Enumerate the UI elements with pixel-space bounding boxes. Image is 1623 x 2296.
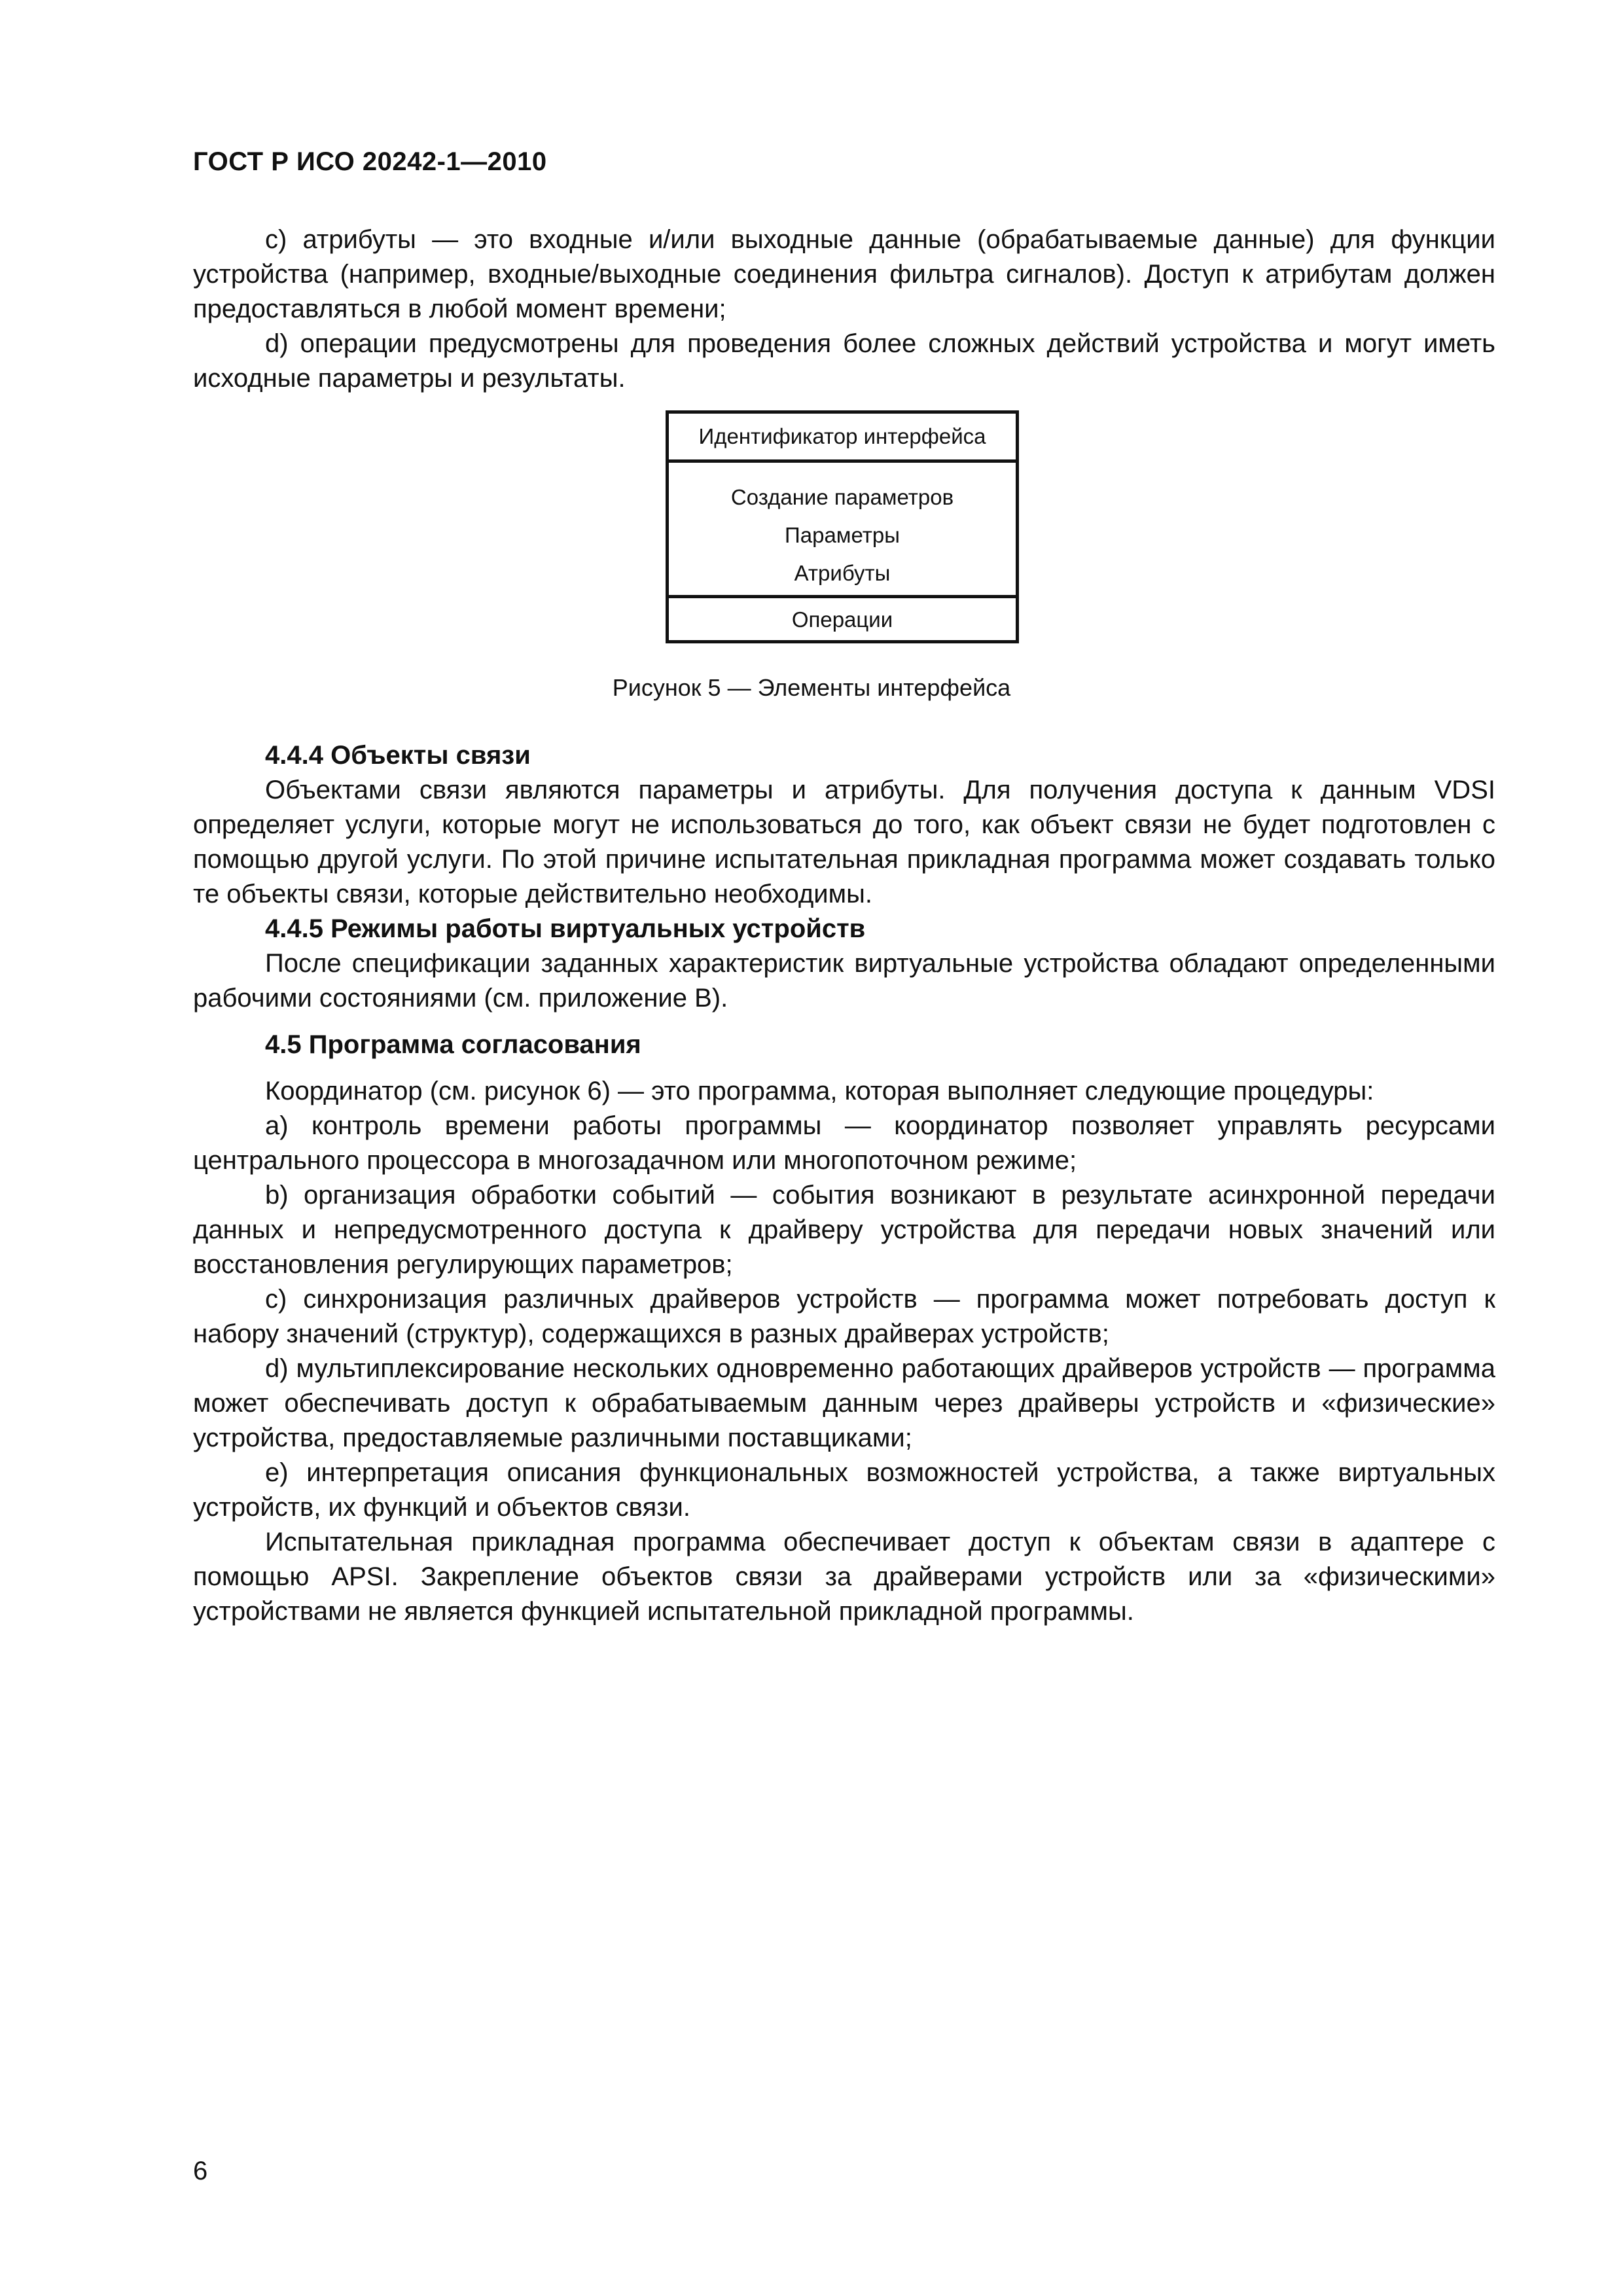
paragraph-d-operations: d) операции предусмотрены для проведения более сложных действий устройства и могут иметь исходные параметры и результаты. (193, 329, 1495, 393)
page-number: 6 (193, 2157, 208, 2185)
list-item: а) контроль времени работы программы — координатор позволяет управлять ресурсами центрального процессора в многозадачном или многопоточном режиме; (193, 1111, 1495, 1175)
section-4-5-final: Испытательная прикладная программа обеспечивает доступ к объектам связи в адаптере с помощью APSI. Закрепление объектов связи за драйверами устройств или за «физическими» устройствами не является функцией испытательной прикладной программы. (193, 1528, 1495, 1626)
diagram-middle-section (669, 463, 1016, 598)
section-4-4-5-text: После спецификации заданных характеристик виртуальные устройства обладают определенными рабочими состояниями (см. приложение В). (193, 949, 1495, 1013)
interface-elements-diagram (666, 410, 1019, 643)
paragraph-c-attributes: с) атрибуты — это входные и/или выходные данные (обрабатываемые данные) для функции устройства (например, входные/выходные соединения фильтра сигналов). Доступ к атрибутам должен предоставляться в любой момент времени; (193, 225, 1495, 323)
list-item: d) мультиплексирование нескольких одновременно работающих драйверов устройств — программа может обеспечивать доступ к обрабатываемым данным через драйверы устройств и «физические» устройства, предоставляемые различными поставщиками; (193, 1354, 1495, 1452)
top-paragraphs (193, 223, 1495, 396)
document-header: ГОСТ Р ИСО 20242-1—2010 (193, 147, 547, 176)
main-sections (193, 738, 1495, 1629)
section-4-5-title: 4.5 Программа согласования (265, 1030, 641, 1059)
section-4-4-4-text: Объектами связи являются параметры и атрибуты. Для получения доступа к данным VDSI определяет услуги, которые могут не использоваться до того, как объект связи не будет подготовлен с помощью другой услуги. По этой причине испытательная прикладная программа может создавать только те объекты связи, которые действительно необходимы. (193, 776, 1495, 908)
list-item: е) интерпретация описания функциональных возможностей устройства, а также виртуальных устройств, их функций и объектов связи. (193, 1458, 1495, 1522)
list-item: с) синхронизация различных драйверов устройств — программа может потребовать доступ к набору значений (структур), содержащихся в разных драйверах устройств; (193, 1285, 1495, 1348)
section-4-4-4-title: 4.4.4 Объекты связи (265, 741, 531, 770)
figure-caption: Рисунок 5 — Элементы интерфейса (612, 674, 1011, 701)
list-item: b) организация обработки событий — события возникают в результате асинхронной передачи данных и непредусмотренного доступа к драйверу устройства для передачи новых значений или восстановления регулирующих параметров; (193, 1181, 1495, 1279)
diagram-interface-identifier: Идентификатор интерфейса (669, 414, 1016, 463)
section-4-5-intro: Координатор (см. рисунок 6) — это программа, которая выполняет следующие процедуры: (265, 1077, 1374, 1105)
diagram-operations: Операции (791, 607, 893, 632)
diagram-parameters: Параметры (785, 523, 900, 547)
diagram-create-parameters: Создание параметров (730, 485, 954, 509)
section-4-4-5-title: 4.4.5 Режимы работы виртуальных устройств (265, 914, 866, 943)
diagram-attributes: Атрибуты (794, 561, 891, 585)
